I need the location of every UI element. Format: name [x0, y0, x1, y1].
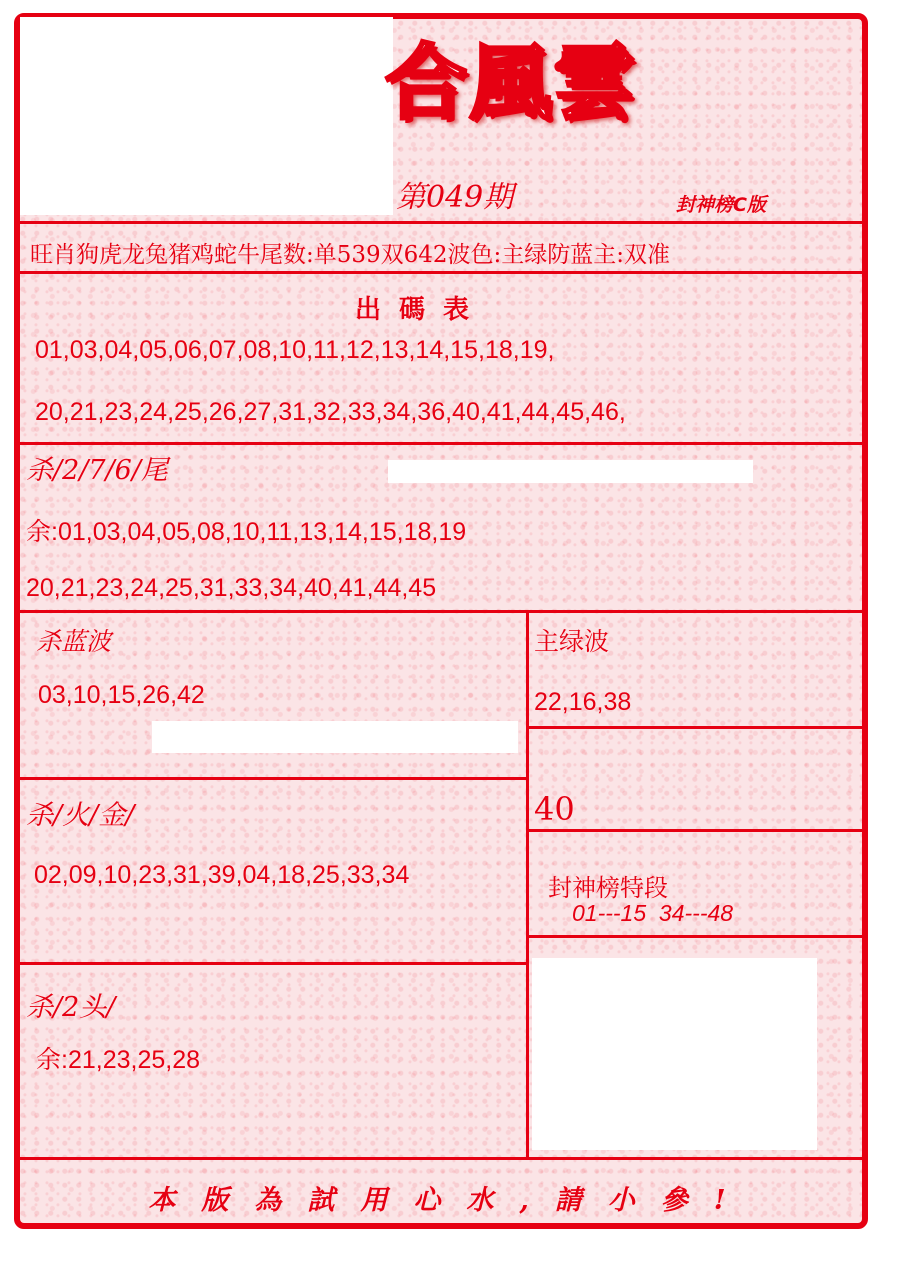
- kill-tail-line-2: 20,21,23,24,25,31,33,34,40,41,44,45: [26, 574, 437, 602]
- divider: [528, 829, 866, 832]
- blank-patch: [152, 721, 518, 753]
- divider: [20, 221, 866, 224]
- page-title: 合風雲: [385, 35, 638, 131]
- blank-patch: [532, 958, 817, 1150]
- edition-label: 封神榜C版: [676, 194, 766, 216]
- blank-patch: [388, 460, 753, 483]
- kill-fire-gold-numbers: 02,09,10,23,31,39,04,18,25,33,34: [34, 861, 410, 889]
- footer-note: 本版為試用心水,請小參!: [148, 1185, 752, 1216]
- code-table-line-1: 01,03,04,05,06,07,08,10,11,12,13,14,15,18,19,: [35, 336, 555, 364]
- divider: [20, 777, 528, 780]
- divider: [528, 726, 866, 729]
- kill-fire-gold-label: 杀/火/金/: [26, 800, 135, 831]
- special-range-label: 封神榜特段: [548, 874, 668, 902]
- kill-tail-label: 杀/2/7/6/尾: [26, 455, 168, 486]
- single-number: 40: [534, 790, 575, 828]
- info-line: 旺肖狗虎龙兔猪鸡蛇牛尾数:单539双642波色:主绿防蓝主:双准: [30, 242, 671, 268]
- main-green-label: 主绿波: [534, 627, 610, 656]
- kill-tail-line-1: 余:01,03,04,05,08,10,11,13,14,15,18,19: [26, 518, 467, 546]
- kill-head-numbers: 余:21,23,25,28: [36, 1046, 201, 1074]
- divider: [20, 962, 528, 965]
- divider: [528, 935, 866, 938]
- kill-blue-numbers: 03,10,15,26,42: [38, 681, 205, 709]
- divider: [20, 271, 866, 274]
- logo-placeholder: [20, 17, 393, 215]
- code-table-line-2: 20,21,23,24,25,26,27,31,32,33,34,36,40,41,44,45,46,: [35, 398, 626, 426]
- column-divider: [526, 612, 529, 1159]
- issue-number: 第049期: [396, 180, 514, 215]
- divider: [20, 610, 866, 613]
- main-green-numbers: 22,16,38: [534, 688, 632, 716]
- special-range-values: 01---15 34---48: [572, 900, 734, 926]
- divider: [20, 1157, 866, 1160]
- divider: [20, 442, 866, 445]
- kill-head-label: 杀/2头/: [26, 992, 116, 1023]
- code-table-heading: 出碼表: [355, 295, 488, 325]
- kill-blue-label: 杀蓝波: [36, 627, 112, 656]
